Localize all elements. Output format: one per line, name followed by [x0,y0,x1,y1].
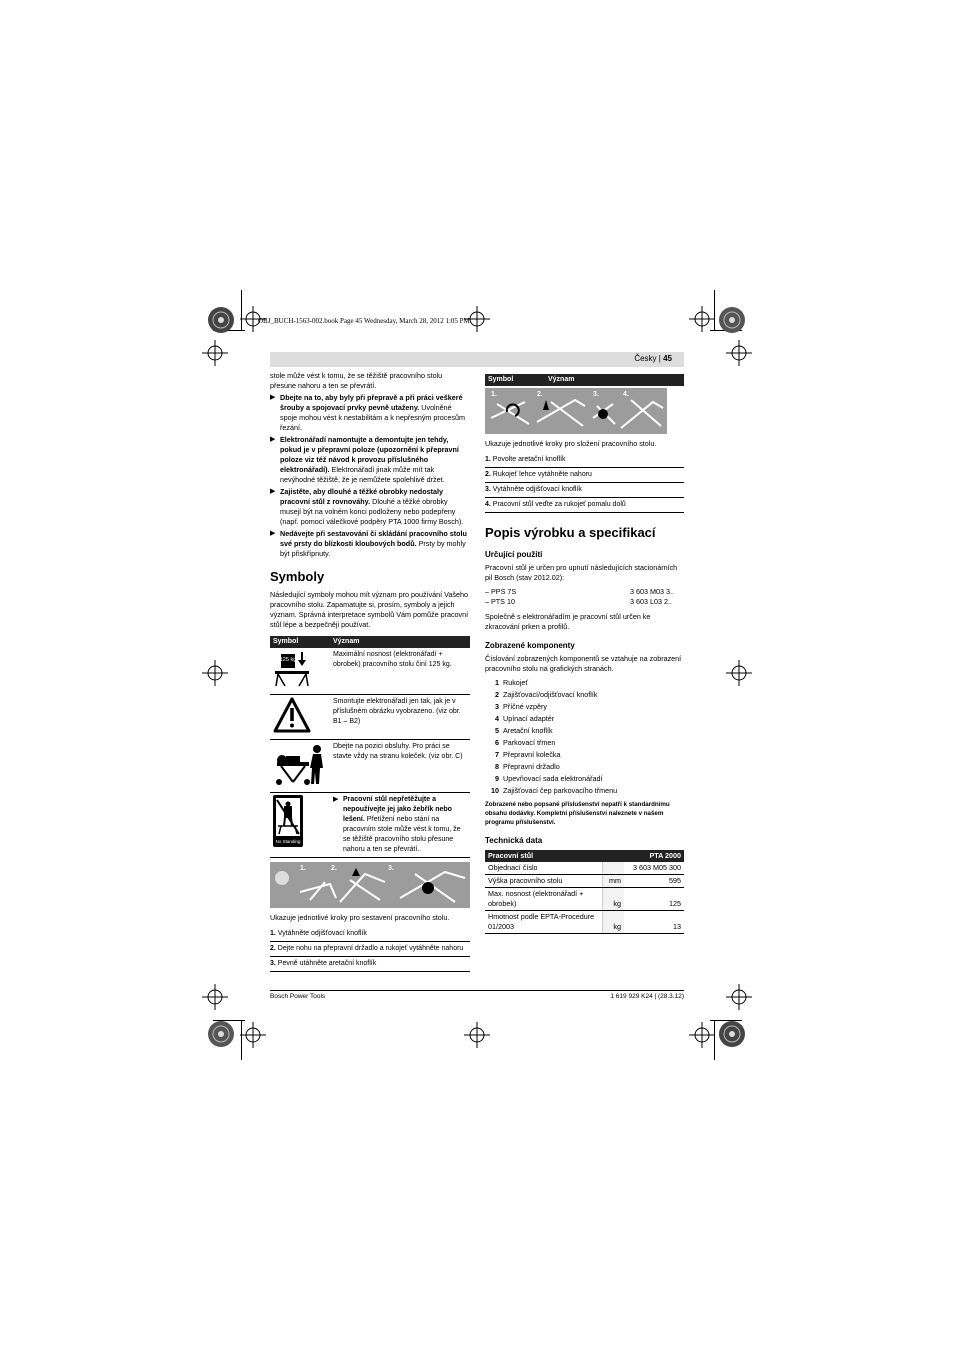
registration-mark-icon [240,1022,266,1048]
bullet-triangle-icon: ▶ [270,530,276,537]
list-item: 1. Povolte aretační knoflík [485,453,684,468]
svg-text:4.: 4. [623,391,629,398]
folding-caption: Ukazuje jednotlivé kroky pro složení pracovního stolu. [485,439,657,448]
warning-triangle-icon [273,697,311,733]
max-load-icon [273,650,311,688]
symbols-table [270,636,470,858]
tech-table-header-name: Pracovní stůl [485,850,624,862]
assembly-steps-drawing [270,862,470,908]
svg-text:1.: 1. [300,865,306,872]
table-row: Objednací číslo 3 603 M05 300 [485,862,684,875]
registration-mark-icon [689,306,715,332]
table-row [270,648,470,695]
table-row [270,695,470,740]
symbol-meaning: ▶ Pracovní stůl nepřetěžujte a nepoužívejte jej jako žebřík nebo lešení. Přetížení nebo stání na pracovním stole může vést k tomu, že se těžiště pracovního stolu přesune nahoru a ten se převrátí. [330,793,470,858]
bullet-triangle-icon: ▶ [270,436,276,443]
technical-data-heading: Technická data [485,836,543,845]
registration-mark-icon [689,1022,715,1048]
print-header: OBJ_BUCH-1563-002.book Page 45 Wednesday, March 28, 2012 1:05 PM [258,317,470,325]
page-footer [270,990,684,1000]
list-item: 7 Přepravní kolečka [495,750,561,759]
meaning-column-header: Význam [545,374,684,386]
assembly-steps [270,927,470,972]
registration-mark-icon [464,1022,490,1048]
list-item: 3. Pevně utáhněte aretační knoflík [270,957,470,972]
operator-position-icon [273,742,327,786]
svg-text:3.: 3. [388,865,394,872]
color-target-icon [718,306,746,334]
table-row: Hmotnost podle EPTA-Procedure 01/2003 kg 13 [485,911,684,934]
table-row [270,793,470,858]
svg-text:2.: 2. [331,865,337,872]
folding-steps [485,453,684,513]
no-standing-icon [273,795,303,847]
page-language-number: Česky | 45 [634,354,672,363]
list-item: 4 Upínací adaptér [495,714,555,723]
right-column [485,371,684,934]
list-item: 10 Zajišťovací čep parkovacího třmenu [491,786,618,795]
registration-mark-icon [202,984,228,1010]
bullet-triangle-icon: ▶ [270,488,276,495]
list-item: 1. Vytáhněte odjišťovací knoflík [270,927,470,942]
technical-data-table [485,850,684,934]
list-item: 2. Dejte nohu na přepravní držadlo a rukojeť vytáhněte nahoru [270,942,470,957]
list-item: 5 Aretační knoflík [495,726,553,735]
safety-bullet: ▶ Zajistěte, aby dlouhé a těžké obrobky nedostaly pracovní stůl z rovnováhy. Dlouhé a těžké obrobky musejí být na volném konci podloženy nebo podepřeny (např. pomocí válečkové podpěry PTA 1000 firmy Bosch). [270,487,464,526]
left-column [270,371,470,972]
intended-use-text-2: Společně s elektronářadím je pracovní stůl určen ke zkracování prken a profilů. [485,612,651,631]
registration-mark-icon [726,660,752,686]
table-row: Max. nosnost (elektronářadí + obrobek) kg 125 [485,888,684,911]
symbol-meaning: Smontujte elektronářadí jen tak, jak je v příslušném obrázku vyobrazeno. (viz obr. B1 – B2) [330,695,470,740]
color-target-icon [207,1020,235,1048]
symbol-meaning: Maximální nosnost (elektronářadí + obrobek) pracovního stolu činí 125 kg. [330,648,470,695]
color-target-icon [207,306,235,334]
bullet-triangle-icon: ▶ [270,394,276,401]
product-description-heading: Popis výrobku a specifikací [485,525,656,540]
meaning-column-header: Význam [330,636,470,648]
list-item: 6 Parkovací třmen [495,738,556,747]
symbol-meaning: Dbejte na pozici obsluhy. Pro práci se stavte vždy na stranu koleček. (viz obr. C) [330,740,470,793]
color-target-icon [718,1020,746,1048]
list-item: 1 Rukojeť [495,678,529,687]
symbols-intro: Následující symboly mohou mít význam pro používání Vašeho pracovního stolu. Zapamatujte si, prosím, symboly a jejich význam. Správná interpretace symbolů Vám pomůže pracovní stůl lépe a bezpečněji používat. [270,590,469,629]
list-item: 3 Příčné vzpěry [495,702,547,711]
list-item: 2. Rukojeť lehce vytáhněte nahoru [485,468,684,483]
list-item: – PTS 10 3 603 L03 2.. [485,597,672,606]
safety-bullet: ▶ Dbejte na to, aby byly při přepravě a při práci veškeré šrouby a spojovací prvky pevně utaženy. Uvolněné spoje mohou vést k nestabilitám a k nepřesným procesům řezání. [270,393,465,432]
symbol-column-header: Symbol [485,374,545,386]
footer-doc-number: 1 619 929 K24 | (28.3.12) [610,993,684,1000]
assembly-steps-illustration [270,862,470,908]
components-heading: Zobrazené komponenty [485,641,575,650]
folding-steps-illustration [485,388,667,434]
components-intro: Číslování zobrazených komponentů se vztahuje na zobrazení pracovního stolu na grafických stranách. [485,654,682,673]
tech-table-header-model: PTA 2000 [624,850,684,862]
assembly-caption: Ukazuje jednotlivé kroky pro sestavení pracovního stolu. [270,913,450,922]
registration-mark-icon [202,340,228,366]
registration-mark-icon [726,340,752,366]
svg-text:3.: 3. [593,391,599,398]
registration-mark-icon [726,984,752,1010]
symbols-heading: Symboly [270,569,325,584]
intended-use-heading: Určující použití [485,550,543,559]
safety-bullet: ▶ Elektronářadí namontujte a demontujte jen tehdy, pokud je v přepravní poloze (upozornění k přepravní poloze viz též návod k provozu příslušného elektronářadí). Elektronářadí jinak může mít tak nevýhodné těžiště, že je nemůžete spolehlivě držet. [270,435,459,484]
safety-bullet: ▶ Nedávejte při sestavování či skládání pracovního stolu své prsty do blízkosti kloubových bodů. Prsty by mohly být přiskřípnuty. [270,529,467,558]
list-item: 3. Vytáhněte odjišťovací knoflík [485,483,684,498]
svg-text:1.: 1. [491,391,497,398]
list-item: 2 Zajišťovací/odjišťovací knoflík [495,690,598,699]
list-item: 4. Pracovní stůl veďte za rukojeť pomalu dolů [485,498,684,513]
table-row: Výška pracovního stolu mm 595 [485,875,684,888]
list-item: 9 Upevňovací sada elektronářadí [495,774,603,783]
list-item: – PPS 7S 3 603 M03 3.. [485,587,674,596]
folding-symbol-table [485,374,684,386]
footer-brand: Bosch Power Tools [270,993,326,1000]
intended-use-text: Pracovní stůl je určen pro upnutí následujících stacionárních pil Bosch (stav 2012.02): [485,563,678,582]
symbol-column-header: Symbol [270,636,330,648]
list-item: 8 Přepravní držadlo [495,762,560,771]
svg-text:2.: 2. [537,391,543,398]
registration-mark-icon [202,660,228,686]
intro-text: stole může vést k tomu, že se těžiště pracovního stolu přesune nahoru a ten se převrátí. [270,371,443,390]
page-header-bar [270,352,684,367]
components-list [485,677,684,797]
svg-text:No Standing: No Standing [275,839,301,844]
svg-text:125 kg: 125 kg [279,657,297,663]
table-row [270,740,470,793]
accessories-note: Zobrazené nebo popsané příslušenství nepatří k standardnímu obsahu dodávky. Kompletní příslušenství naleznete v našem programu příslušenství. [485,801,670,826]
